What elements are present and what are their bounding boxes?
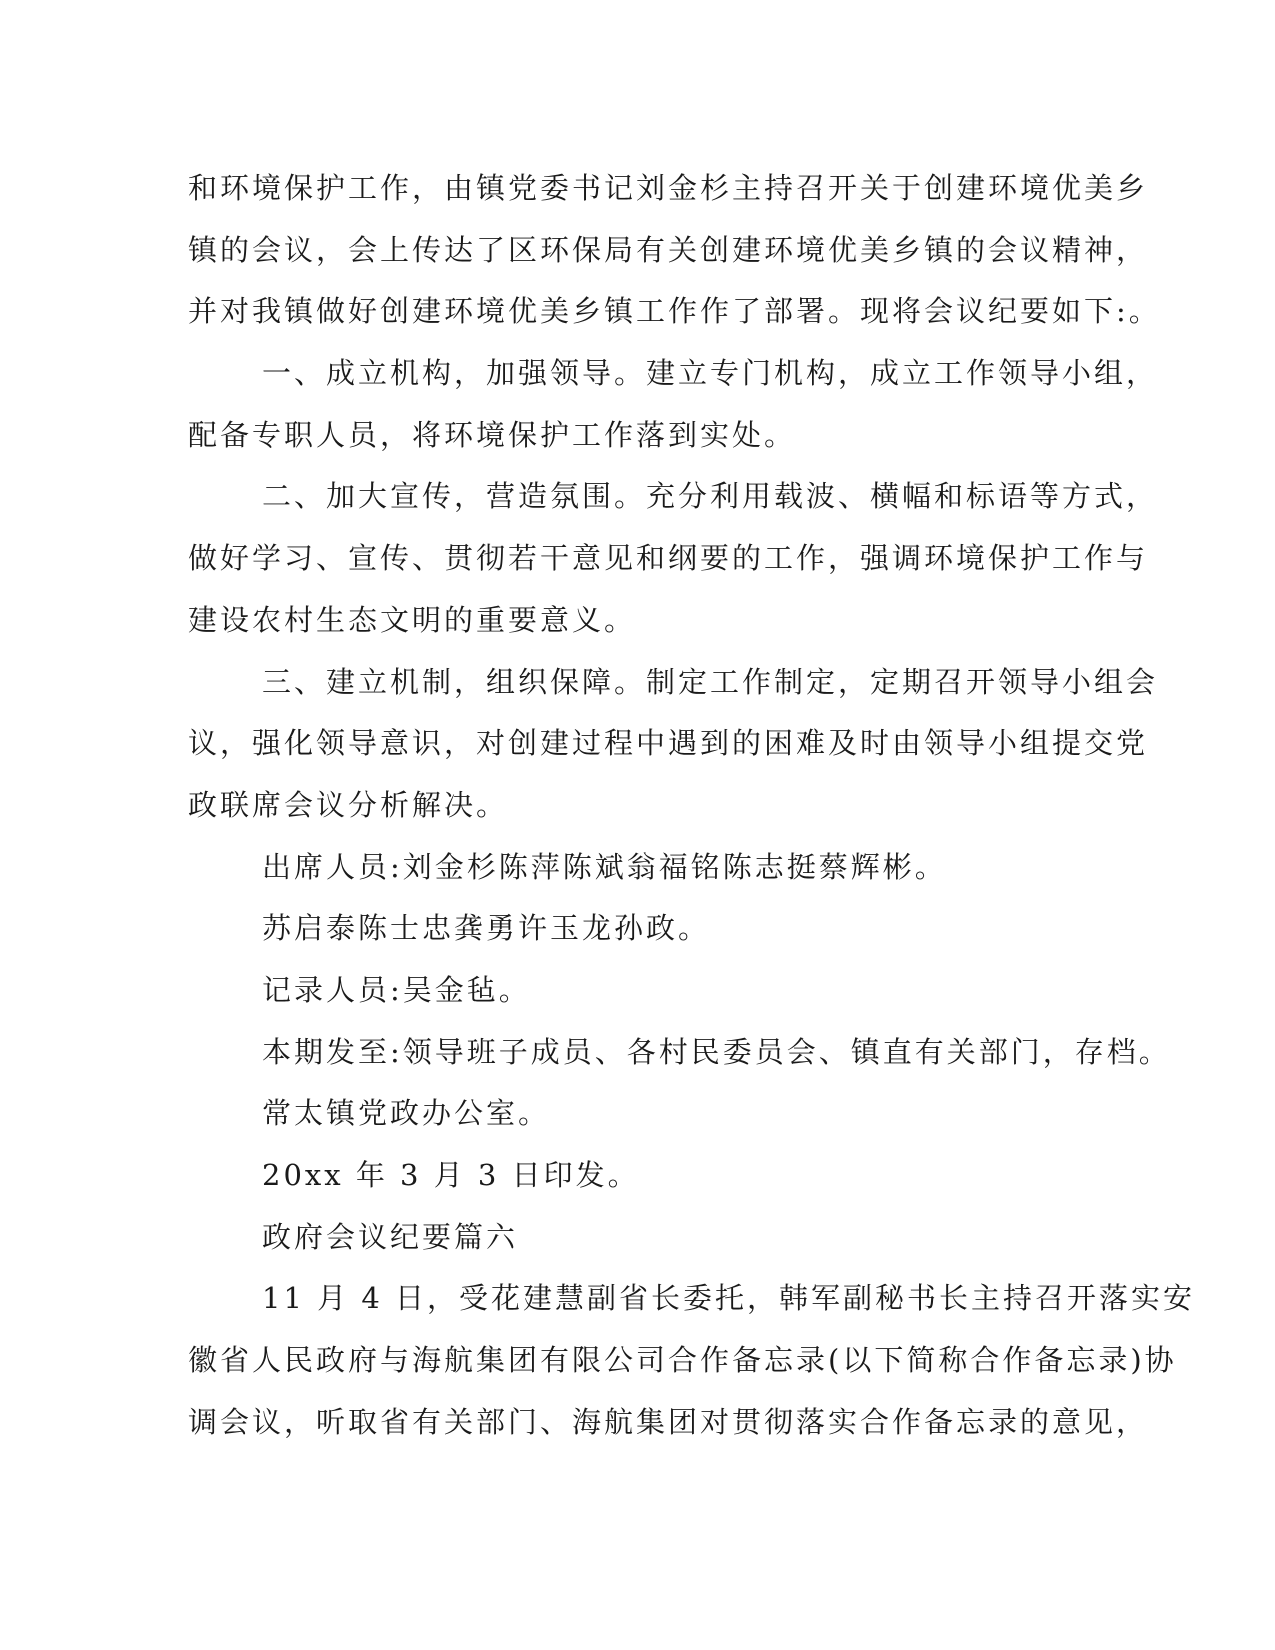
text-line: 配备专职人员，将环境保护工作落到实处。 xyxy=(188,417,797,452)
recorder-line: 记录人员:吴金毡。 xyxy=(262,972,531,1007)
document-body xyxy=(188,158,1196,1453)
text-line: 一、成立机构，加强领导。建立专门机构，成立工作领导小组， xyxy=(262,356,1159,391)
text-line: 调会议，听取省有关部门、海航集团对贯彻落实合作备忘录的意见， xyxy=(188,1404,1149,1439)
text-line: 和环境保护工作，由镇党委书记刘金杉主持召开关于创建环境优美乡 xyxy=(188,171,1149,205)
issue-date-line: 20xx 年 3 月 3 日印发。 xyxy=(262,1158,640,1192)
text-line: 镇的会议，会上传达了区环保局有关创建环境优美乡镇的会议精神， xyxy=(188,232,1149,267)
attendees-line: 出席人员:刘金杉陈萍陈斌翁福铭陈志挺蔡辉彬。 xyxy=(262,849,947,884)
text-line: 徽省人民政府与海航集团有限公司合作备忘录(以下简称合作备忘录)协 xyxy=(188,1343,1177,1378)
distribution-line: 本期发至:领导班子成员、各村民委员会、镇直有关部门，存档。 xyxy=(262,1034,1171,1069)
text-line: 议，强化领导意识，对创建过程中遇到的困难及时由领导小组提交党 xyxy=(188,726,1149,761)
text-line: 做好学习、宣传、贯彻若干意见和纲要的工作，强调环境保护工作与 xyxy=(188,541,1149,576)
text-line: 三、建立机制，组织保障。制定工作制定，定期召开领导小组会 xyxy=(262,664,1159,699)
text-line: 11 月 4 日，受花建慧副省长委托，韩军副秘书长主持召开落实安 xyxy=(262,1281,1196,1316)
text-line: 政联席会议分析解决。 xyxy=(188,787,509,822)
text-line: 建设农村生态文明的重要意义。 xyxy=(188,602,637,637)
issuer-line: 常太镇党政办公室。 xyxy=(262,1096,551,1131)
text-line: 并对我镇做好创建环境优美乡镇工作作了部署。现将会议纪要如下:。 xyxy=(188,294,1161,329)
attendees-line: 苏启泰陈士忠龚勇许玉龙孙政。 xyxy=(262,911,711,946)
section-heading: 政府会议纪要篇六 xyxy=(262,1219,519,1254)
text-line: 二、加大宣传，营造氛围。充分利用载波、横幅和标语等方式， xyxy=(262,479,1159,514)
